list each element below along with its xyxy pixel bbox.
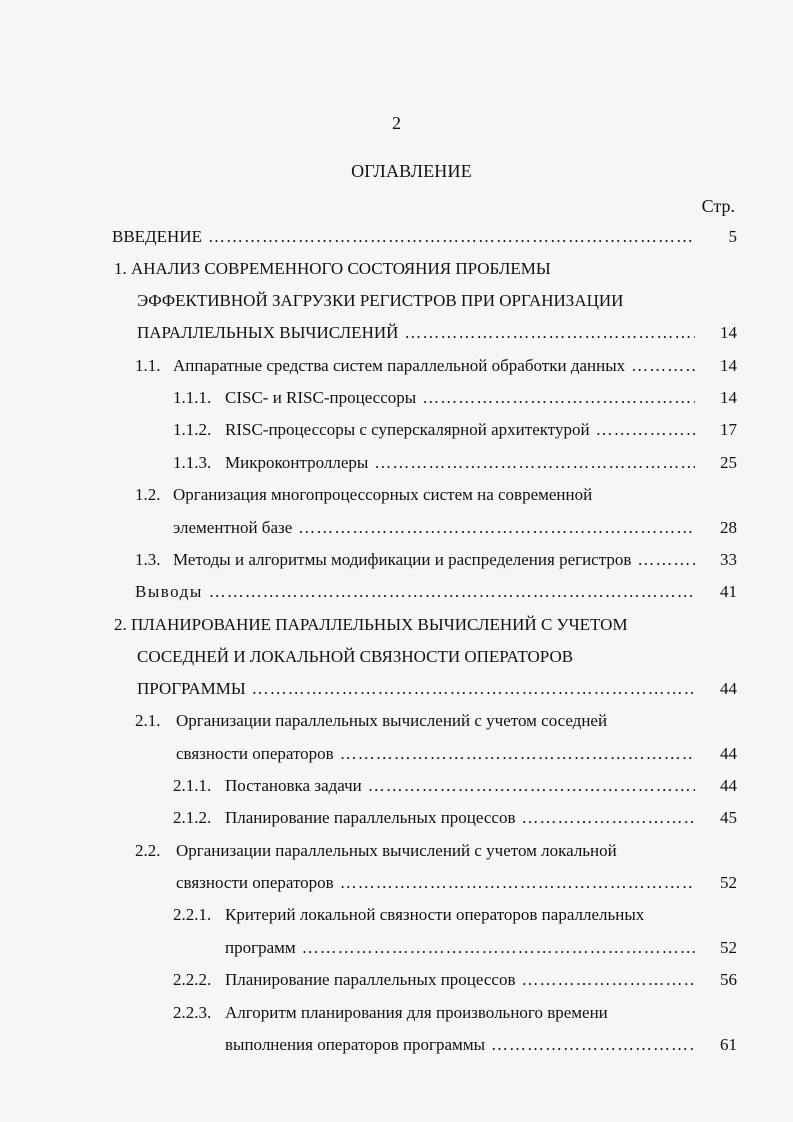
leader-dots xyxy=(521,805,695,831)
toc-entry-title: ВВЕДЕНИЕ xyxy=(112,227,202,246)
toc-entry-intro[interactable] xyxy=(112,224,737,250)
toc-page-number: 25 xyxy=(720,453,737,472)
toc-entry-title: Алгоритм планирования для произвольного времени xyxy=(225,1003,608,1022)
toc-page-number: 44 xyxy=(720,679,737,698)
toc-entry-2-2[interactable] xyxy=(135,838,617,864)
toc-page-number: 44 xyxy=(720,744,737,763)
toc-entry-2-2-1-line-2[interactable] xyxy=(225,935,737,961)
leader-dots xyxy=(368,773,695,799)
toc-entry-number: 1.2. xyxy=(135,485,161,504)
toc-entry-2-2-line-2[interactable] xyxy=(176,870,737,896)
toc-entry-title: связности операторов xyxy=(176,744,334,763)
toc-entry-chapter-2-line-2: СОСЕДНЕЙ И ЛОКАЛЬНОЙ СВЯЗНОСТИ ОПЕРАТОРОВ xyxy=(137,647,574,666)
toc-entry-title: связности операторов xyxy=(176,873,334,892)
toc-entry-2-1-line-2[interactable] xyxy=(176,741,737,767)
toc-page-number: 52 xyxy=(720,873,737,892)
toc-entry-title: CISC- и RISC-процессоры xyxy=(225,388,417,407)
toc-entry-2-1-2[interactable] xyxy=(173,805,737,831)
toc-entry-number: 2.1. xyxy=(135,711,161,730)
toc-entry-1-3[interactable] xyxy=(135,547,737,573)
toc-entry-title: Организация многопроцессорных систем на современной xyxy=(173,485,593,504)
toc-entry-1-2[interactable] xyxy=(135,482,592,508)
toc-entry-title: Критерий локальной связности операторов параллельных xyxy=(225,905,645,924)
toc-entry-1-2-line-2[interactable] xyxy=(173,515,737,541)
toc-page-number: 14 xyxy=(720,356,737,375)
toc-entry-title: ПАРАЛЛЕЛЬНЫХ ВЫЧИСЛЕНИЙ xyxy=(137,323,399,342)
toc-page-number: 28 xyxy=(720,518,737,537)
toc-entry-title: Планирование параллельных процессов xyxy=(225,970,516,989)
toc-page-number: 33 xyxy=(720,550,737,569)
toc-page-number: 44 xyxy=(720,776,737,795)
toc-entry-title: АНАЛИЗ СОВРЕМЕННОГО СОСТОЯНИЯ ПРОБЛЕМЫ xyxy=(131,259,551,278)
toc-page-number: 61 xyxy=(720,1035,737,1054)
toc-page-number: 17 xyxy=(720,420,737,439)
toc-entry-title: Постановка задачи xyxy=(225,776,362,795)
leader-dots xyxy=(252,676,695,702)
toc-entry-chapter-2-line-3[interactable] xyxy=(137,676,737,702)
toc-entry-number: 1.3. xyxy=(135,550,161,569)
page-number: 2 xyxy=(392,113,401,133)
toc-entry-title: Микроконтроллеры xyxy=(225,453,369,472)
toc-page-number: 41 xyxy=(720,582,737,601)
leader-dots xyxy=(374,450,695,476)
toc-entry-title: программ xyxy=(225,938,296,957)
toc-entry-2-2-1[interactable] xyxy=(173,902,644,928)
toc-page-number: 14 xyxy=(720,323,737,342)
toc-entry-number: 2.2.3. xyxy=(173,1003,212,1022)
toc-entry-2-1-1[interactable] xyxy=(173,773,737,799)
toc-entry-1-1-1[interactable] xyxy=(173,385,737,411)
leader-dots xyxy=(209,579,695,605)
toc-entry-title: ПРОГРАММЫ xyxy=(137,679,246,698)
toc-entry-number: 2. xyxy=(114,615,127,634)
page-column-header: Стр. xyxy=(701,196,735,216)
leader-dots xyxy=(340,741,695,767)
toc-entry-number: 1.1.3. xyxy=(173,453,212,472)
toc-entry-number: 1.1.2. xyxy=(173,420,212,439)
leader-dots xyxy=(521,967,695,993)
toc-entry-number: 1. xyxy=(114,259,127,278)
toc-entry-2-2-2[interactable] xyxy=(173,967,737,993)
toc-entry-chapter-1-line-2: ЭФФЕКТИВНОЙ ЗАГРУЗКИ РЕГИСТРОВ ПРИ ОРГАНИЗАЦИИ xyxy=(137,291,624,310)
leader-dots xyxy=(637,547,695,573)
leader-dots xyxy=(631,353,695,379)
toc-entry-title: Организации параллельных вычислений с учетом локальной xyxy=(176,841,617,860)
leader-dots xyxy=(422,385,695,411)
leader-dots xyxy=(340,870,695,896)
toc-entry-title: Аппаратные средства систем параллельной обработки данных xyxy=(173,356,626,375)
toc-entry-2-2-3-line-2[interactable] xyxy=(225,1032,737,1058)
toc-entry-title: Методы и алгоритмы модификации и распределения регистров xyxy=(173,550,632,569)
toc-entry-number: 2.1.1. xyxy=(173,776,212,795)
toc-page-number: 14 xyxy=(720,388,737,407)
leader-dots xyxy=(208,224,695,250)
toc-entry-title: Выводы xyxy=(135,582,203,601)
toc-entry-title: RISC-процессоры с суперскалярной архитектурой xyxy=(225,420,590,439)
toc-entry-2-1[interactable] xyxy=(135,708,607,734)
toc-entry-chapter-2[interactable] xyxy=(114,612,628,638)
toc-entry-title: элементной базе xyxy=(173,518,293,537)
leader-dots xyxy=(298,515,695,541)
toc-entry-title: выполнения операторов программы xyxy=(225,1035,485,1054)
toc-entry-2-2-3[interactable] xyxy=(173,1000,608,1026)
toc-entry-number: 2.2. xyxy=(135,841,161,860)
toc-entry-title: Планирование параллельных процессов xyxy=(225,808,516,827)
toc-entry-number: 2.1.2. xyxy=(173,808,212,827)
toc-entry-1-1-2[interactable] xyxy=(173,417,737,443)
toc-entry-chapter-1[interactable] xyxy=(114,256,551,282)
leader-dots xyxy=(302,935,695,961)
toc-entry-chapter-1-line-3[interactable] xyxy=(137,320,737,346)
toc-entry-number: 1.1.1. xyxy=(173,388,212,407)
toc-entry-title: ПЛАНИРОВАНИЕ ПАРАЛЛЕЛЬНЫХ ВЫЧИСЛЕНИЙ С УЧЕТОМ xyxy=(131,615,628,634)
toc-page-number: 52 xyxy=(720,938,737,957)
leader-dots xyxy=(596,417,695,443)
toc-page-number: 5 xyxy=(728,227,737,246)
toc-entry-number: 2.2.2. xyxy=(173,970,212,989)
leader-dots xyxy=(404,320,695,346)
toc-entry-conclusions[interactable] xyxy=(135,579,737,605)
toc-entry-1-1[interactable] xyxy=(135,353,737,379)
toc-entry-number: 2.2.1. xyxy=(173,905,212,924)
page-title: ОГЛАВЛЕНИЕ xyxy=(351,161,472,181)
toc-page-number: 56 xyxy=(720,970,737,989)
leader-dots xyxy=(491,1032,695,1058)
toc-page-number: 45 xyxy=(720,808,737,827)
toc-entry-title: Организации параллельных вычислений с учетом соседней xyxy=(176,711,608,730)
toc-entry-1-1-3[interactable] xyxy=(173,450,737,476)
toc-entry-number: 1.1. xyxy=(135,356,161,375)
